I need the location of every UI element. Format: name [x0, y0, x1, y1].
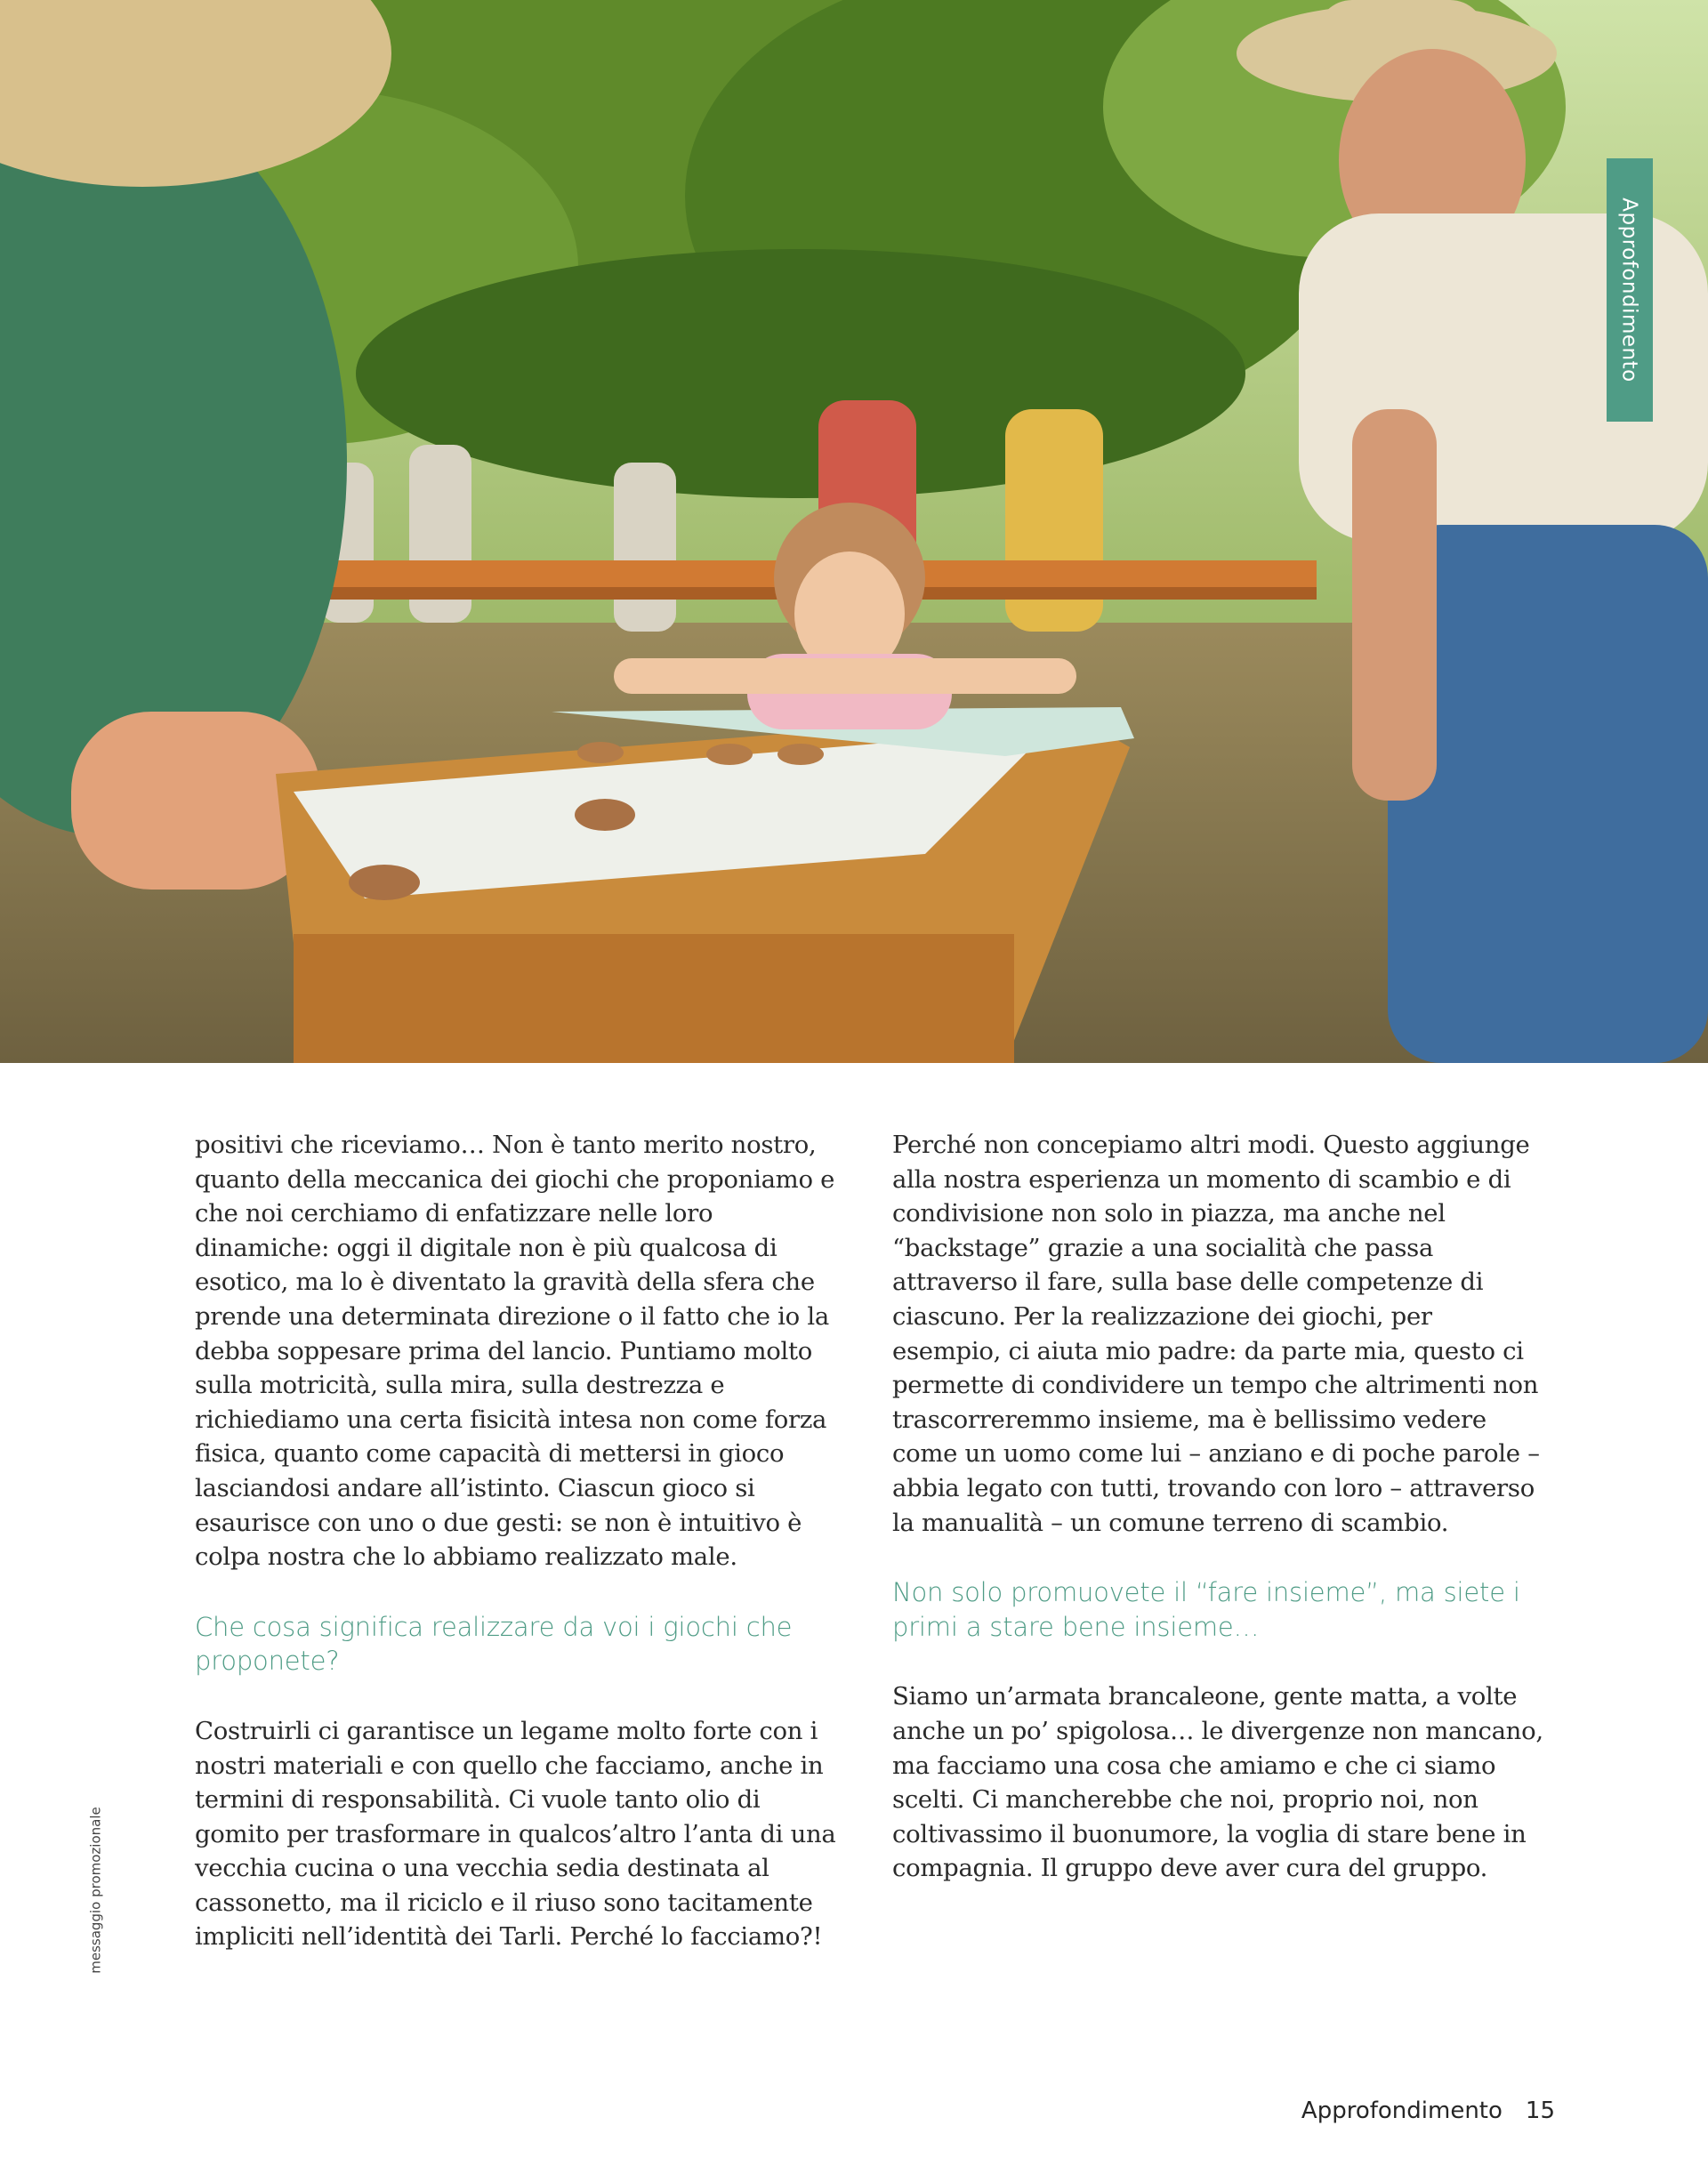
left-question: Che cosa significa realizzare da voi i giochi che proponete?: [195, 1611, 793, 1677]
hero-photo: [0, 0, 1708, 1063]
right-column: [892, 1128, 1546, 1886]
section-side-tab-label: Approfondimento: [1618, 197, 1642, 382]
right-paragraph-1: Perché non concepiamo altri modi. Questo aggiunge alla nostra esperienza un momento di scambio e di condivisione non solo in piazza, ma anche nel “backstage” grazie a una socialità che passa attraverso il fare, sulla base delle competenze di ciascuno. Per la realizzazione dei giochi, per esempio, ci aiuta mio padre: da parte mia, questo ci permette di condividere un tempo che altrimenti non trascorreremmo insieme, ma è bellissimo vedere come un uomo come lui – anziano e di poche parole – abbia legato con tutti, trovando con loro – attraverso la manualità – un comune terreno di scambio.: [892, 1131, 1540, 1537]
left-paragraph-2: Costruirli ci garantisce un legame molto forte con i nostri materiali e con quello che facciamo, anche in termini di responsabilità. Ci vuole tanto olio di gomito per trasformare in qualcos’altro l’anta di una vecchia cucina o una vecchia sedia destinata al cassonetto, ma il riciclo e il riuso sono tacitamente impliciti nell’identità dei Tarli. Perché lo facciamo?!: [195, 1716, 836, 1952]
right-question: Non solo promuovete il “fare insieme”, ma siete i primi a stare bene insieme…: [892, 1577, 1520, 1642]
footer-section: Approfondimento: [1301, 2098, 1503, 2124]
section-side-tab: [1607, 158, 1653, 422]
promo-label: messaggio promozionale: [88, 1807, 104, 1974]
page-footer: [1301, 2098, 1555, 2124]
page-number: 15: [1525, 2098, 1555, 2124]
left-column: [195, 1128, 849, 1954]
left-paragraph-1: positivi che riceviamo… Non è tanto merito nostro, quanto della meccanica dei giochi che proponiamo e che noi cerchiamo di enfatizzare nelle loro dinamiche: oggi il digitale non è più qualcosa di esotico, ma lo è diventato la gravità della sfera che prende una determinata direzione o il fatto che io la debba soppesare prima del lancio. Puntiamo molto sulla motricità, sulla mira, sulla destrezza e richiediamo una certa fisicità intesa non come forza fisica, quanto come capacità di mettersi in gioco lasciandosi andare all’istinto. Ciascun gioco si esaurisce con uno o due gesti: se non è intuitivo è colpa nostra che lo abbiamo realizzato male.: [195, 1131, 835, 1572]
right-paragraph-2: Siamo un’armata brancaleone, gente matta, a volte anche un po’ spigolosa… le divergenze non mancano, ma facciamo una cosa che amiamo e che ci siamo scelti. Ci mancherebbe che noi, proprio noi, non coltivassimo il buonumore, la voglia di stare bene in compagnia. Il gruppo deve aver cura del gruppo.: [892, 1682, 1543, 1883]
hero-photo-illustration: [0, 0, 1708, 1063]
promo-label-wrap: [85, 1797, 107, 1984]
